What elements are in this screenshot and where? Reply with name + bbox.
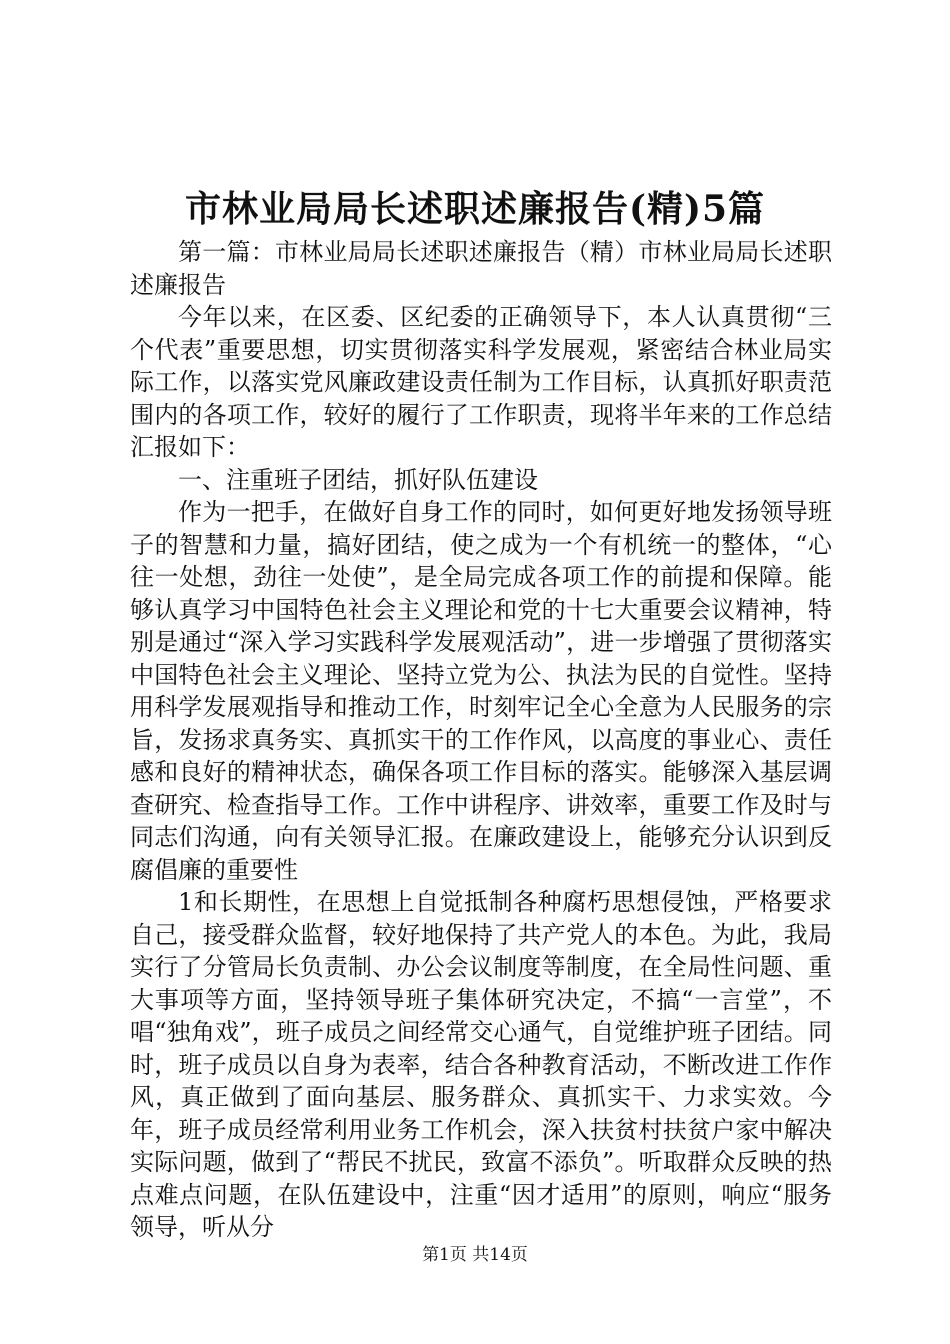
paragraph-intro-heading: 第一篇：市林业局局长述职述廉报告（精）市林业局局长述职述廉报告: [130, 238, 832, 299]
paragraph-section-1-continued: 1和长期性，在思想上自觉抵制各种腐朽思想侵蚀，严格要求自己，接受群众监督，较好地保持了共产党人的本色。为此，我局实行了分管局长负责制、办公会议制度等制度，在全局性问题、重大事项等方面，坚持领导班子集体研究决定，不搞“一言堂”，不唱“独角戏”，班子成员之间经常交心通气，自觉维护班子团结。同时，班子成员以自身为表率，结合各种教育活动，不断改进工作作风，真正做到了面向基层、服务群众、真抓实干、力求实效。今年，班子成员经常利用业务工作机会，深入扶贫村扶贫户家中解决实际问题，做到了“帮民不扰民，致富不添负”。听取群众反映的热点难点问题，在队伍建设中，注重“因才适用”的原则，响应“服务领导，听从分: [130, 888, 832, 1241]
document-title: 市林业局局长述职述廉报告(精)5篇: [184, 188, 766, 230]
paragraph-opening: 今年以来，在区委、区纪委的正确领导下，本人认真贯彻“三个代表”重要思想，切实贯彻落实科学发展观，紧密结合林业局实际工作，以落实党风廉政建设责任制为工作目标，认真抓好职责范围内的各项工作，较好的履行了工作职责，现将半年来的工作总结汇报如下：: [130, 303, 832, 461]
section-heading-1: 一、注重班子团结，抓好队伍建设: [178, 465, 538, 494]
document-body: [130, 236, 832, 1244]
paragraph-section-1: 作为一把手，在做好自身工作的同时，如何更好地发扬领导班子的智慧和力量，搞好团结，使之成为一个有机统一的整体，“心往一处想，劲往一处使”，是全局完成各项工作的前提和保障。能够认真学习中国特色社会主义理论和党的十七大重要会议精神，特别是通过“深入学习实践科学发展观活动”，进一步增强了贯彻落实中国特色社会主义理论、坚持立党为公、执法为民的自觉性。坚持用科学发展观指导和推动工作，时刻牢记全心全意为人民服务的宗旨，发扬求真务实、真抓实干的工作作风，以高度的事业心、责任感和良好的精神状态，确保各项工作目标的落实。能够深入基层调查研究、检查指导工作。工作中讲程序、讲效率，重要工作及时与同志们沟通，向有关领导汇报。在廉政建设上，能够充分认识到反腐倡廉的重要性: [130, 498, 832, 884]
page-footer: 第1页 共14页: [422, 1245, 528, 1265]
